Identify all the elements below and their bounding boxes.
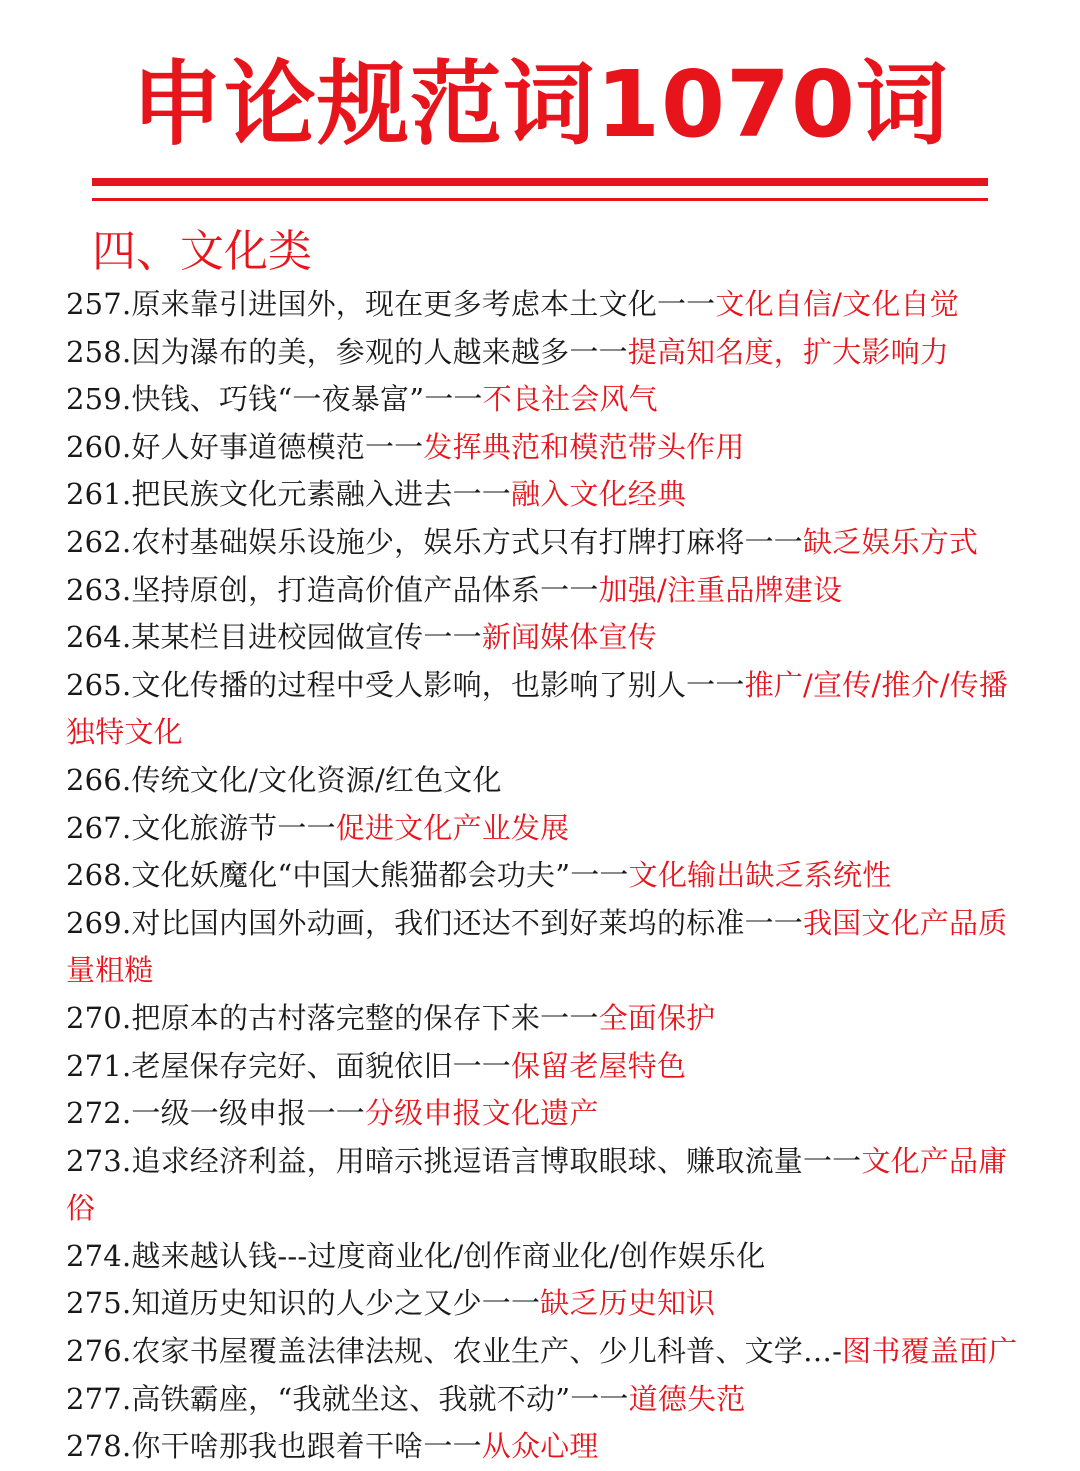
title-divider-thick (92, 178, 988, 186)
term-entry (66, 1043, 1022, 1091)
term-answer: 缺乏娱乐方式 (802, 524, 979, 559)
term-entry (66, 281, 1022, 329)
term-answer: 分级申报文化遗产 (364, 1096, 599, 1131)
term-description: 261.把民族文化元素融入进去一一 (66, 477, 511, 512)
term-description: 273.追求经济利益，用暗示挑逗语言博取眼球、赚取流量一一 (66, 1143, 862, 1178)
term-answer: 发挥典范和模范带头作用 (423, 429, 745, 464)
term-answer: 道德失范 (628, 1381, 746, 1416)
term-description: 275.知道历史知识的人少之又少一一 (66, 1286, 541, 1321)
term-entry (66, 995, 1022, 1043)
term-description: 258.因为瀑布的美，参观的人越来越多一一 (66, 334, 628, 369)
term-answer: 新闻媒体宣传 (481, 620, 657, 655)
section-heading: 四、文化类 (92, 226, 312, 277)
term-description: 264.某某栏目进校园做宣传一一 (66, 620, 482, 655)
term-description: 274.越来越认钱---过度商业化/创作商业化/创作娱乐化 (66, 1238, 766, 1273)
title-divider-thin (92, 198, 988, 201)
term-answer: 全面保护 (598, 1000, 716, 1035)
term-description: 271.老屋保存完好、面貌依旧一一 (66, 1048, 511, 1083)
term-entry (66, 614, 1022, 662)
term-entry (66, 567, 1022, 615)
term-answer: 保留老屋特色 (510, 1048, 687, 1083)
term-entry (66, 1376, 1022, 1424)
term-entry (66, 1328, 1022, 1376)
term-list (66, 281, 1022, 1471)
term-answer: 图书覆盖面广 (842, 1334, 1018, 1369)
term-description: 262.农村基础娱乐设施少，娱乐方式只有打牌打麻将一一 (66, 524, 803, 559)
term-description: 267.文化旅游节一一 (66, 810, 336, 845)
term-answer: 加强/注重品牌建设 (598, 572, 843, 607)
term-answer: 不良社会风气 (482, 382, 658, 417)
term-description: 257.原来靠引进国外，现在更多考虑本土文化一一 (66, 287, 716, 321)
term-entry (66, 1090, 1022, 1138)
term-answer: 文化产品庸俗 (66, 1143, 1008, 1226)
term-description: 277.高铁霸座，“我就坐这、我就不动”一一 (66, 1381, 629, 1416)
term-answer: 提高知名度，扩大影响力 (627, 334, 949, 369)
term-description: 268.文化妖魔化“中国大熊猫都会功夫”一一 (66, 858, 629, 893)
term-answer: 促进文化产业发展 (335, 810, 570, 845)
term-entry (66, 376, 1022, 424)
term-answer: 文化输出缺乏系统性 (628, 858, 892, 893)
term-answer: 文化自信/文化自觉 (715, 287, 959, 321)
term-answer: 我国文化产品质量粗糙 (66, 905, 1008, 988)
term-entry (66, 900, 1022, 995)
term-description: 272.一级一级申报一一 (66, 1096, 365, 1131)
term-description: 266.传统文化/文化资源/红色文化 (66, 762, 502, 797)
term-entry (66, 1138, 1022, 1233)
page-title: 申论规范词1070词 (130, 51, 950, 158)
term-answer: 从众心理 (481, 1429, 599, 1464)
term-description: 270.把原本的古村落完整的保存下来一一 (66, 1000, 599, 1035)
term-entry (66, 1280, 1022, 1328)
term-entry (66, 471, 1022, 519)
term-entry (66, 805, 1022, 853)
term-entry (66, 329, 1022, 377)
term-entry (66, 662, 1022, 757)
term-answer: 缺乏历史知识 (540, 1286, 716, 1321)
term-description: 259.快钱、巧钱“一夜暴富”一一 (66, 382, 483, 417)
term-description: 263.坚持原创，打造高价值产品体系一一 (66, 572, 599, 607)
term-answer: 推广/宣传/推介/传播独特文化 (66, 667, 1009, 750)
term-entry (66, 852, 1022, 900)
term-description: 276.农家书屋覆盖法律法规、农业生产、少儿科普、文学…- (66, 1334, 843, 1369)
term-description: 265.文化传播的过程中受人影响，也影响了别人一一 (66, 667, 745, 702)
term-entry (66, 757, 1022, 805)
term-entry (66, 424, 1022, 472)
term-entry (66, 519, 1022, 567)
term-description: 278.你干啥那我也跟着干啥一一 (66, 1429, 482, 1464)
term-description: 269.对比国内国外动画，我们还达不到好莱坞的标准一一 (66, 905, 803, 940)
term-entry (66, 1233, 1022, 1281)
term-answer: 融入文化经典 (510, 477, 687, 512)
term-description: 260.好人好事道德模范一一 (66, 429, 424, 464)
term-entry (66, 1423, 1022, 1471)
